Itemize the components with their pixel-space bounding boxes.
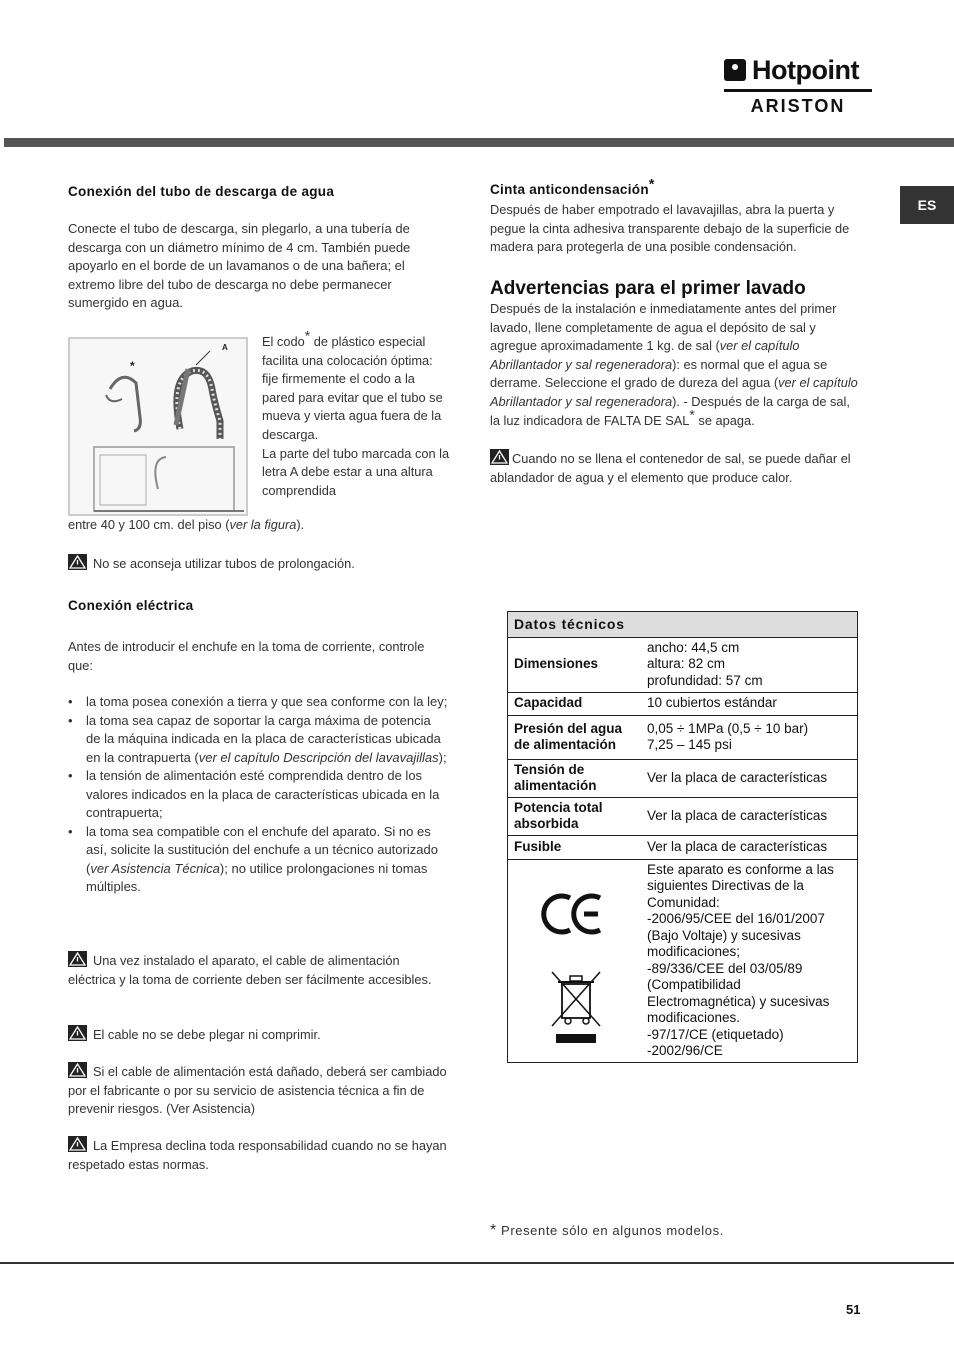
elbow-text-end: entre 40 y 100 cm. del piso (ver la figura). xyxy=(68,517,305,532)
brand-name: Hotpoint xyxy=(752,55,859,85)
warning-icon xyxy=(68,1136,87,1152)
directives-text: Este aparato es conforme a las siguientes Directivas de la Comunidad: -2006/95/CEE del 16/01/2007 (Bajo Voltaje) y sucesivas modificaciones; -89/336/CEE del 03/05/89 (Compatibilidad Electromagnética) y sucesivas modificaciones. -97/17/CE (etiquetado) -2002/96/CE xyxy=(641,859,858,1062)
warning-accessible: Una vez instalado el aparato, el cable de alimentación eléctrica y la toma de corriente deben ser fácilmente accesibles. xyxy=(68,953,432,987)
warning-salt: Cuando no se llena el contenedor de sal, se puede dañar el ablandador de agua y el elemento que produce calor. xyxy=(490,451,851,485)
table-row: Presión del agua de alimentación 0,05 ÷ 1MPa (0,5 ÷ 10 bar) 7,25 – 145 psi xyxy=(508,715,858,759)
footnote: * Presente sólo en algunos modelos. xyxy=(490,1222,724,1239)
warning-damaged-cable: Si el cable de alimentación está dañado, deberá ser cambiado por el fabricante o por su servicio de asistencia técnica a fin de prevenir riesgos. (Ver Asistencia) xyxy=(68,1064,447,1117)
warning-extension: No se aconseja utilizar tubos de prolongación. xyxy=(68,554,448,574)
drain-text: Conecte el tubo de descarga, sin plegarlo, a una tubería de descarga con un diámetro mínimo de 4 cm. También puede apoyarlo en el borde de un lavamanos o de una bañera; el extremo libre del tubo de descarga no debe permanecer sumergido en agua. xyxy=(68,221,411,310)
electrical-intro: Antes de introducir el enchufe en la toma de corriente, controle que: xyxy=(68,639,425,673)
ce-weee-marks xyxy=(540,868,610,1048)
warning-icon xyxy=(68,951,87,967)
electrical-title: Conexión eléctrica xyxy=(68,598,194,613)
ce-mark-icon xyxy=(543,896,599,932)
table-row: Tensión de alimentación Ver la placa de características xyxy=(508,759,858,797)
table-row: Dimensiones ancho: 44,5 cm altura: 82 cm profundidad: 57 cm xyxy=(508,637,858,692)
drain-hose-figure xyxy=(68,337,248,516)
elbow-text-block: El codo* de plástico especial facilita una colocación óptima: fije firmemente el codo a la pared para evitar que el tubo se mueva y vierta agua fuera de la descarga. La parte del tubo marcada con la letra A debe estar a una altura comprendida xyxy=(262,327,450,498)
table-row: Potencia total absorbida Ver la placa de características xyxy=(508,797,858,835)
list-item: • la tensión de alimentación esté comprendida dentro de los valores indicados en la placa de características ubicada en la contrapuerta; xyxy=(68,767,448,823)
table-row xyxy=(508,859,858,1062)
page-number: 51 xyxy=(846,1302,861,1317)
logo-square-icon xyxy=(724,59,746,81)
figure-star: * xyxy=(130,359,135,373)
first-wash-title: Advertencias para el primer lavado xyxy=(490,278,806,299)
footer-divider xyxy=(0,1262,954,1264)
cinta-text: Después de haber empotrado el lavavajillas, abra la puerta y pegue la cinta adhesiva transparente debajo de la superficie de madera para protegerla de una posible condensación. xyxy=(490,202,850,255)
brand-logo xyxy=(724,54,872,116)
header-divider xyxy=(4,138,954,147)
table-row: Capacidad 10 cubiertos estándar xyxy=(508,692,858,715)
first-wash-text: Después de la instalación e inmediatamente antes del primer lavado, llene completamente de agua el depósito de sal y agregue aproximadamente 1 kg. de sal (ver el capítulo Abrillantador y sal regeneradora): es normal que el agua se derrame. Seleccione el grado de dureza del agua (ver el capítulo Abrillantador y sal regeneradora). - Después de la carga de sal, la luz indicadora de FALTA DE SAL* se apaga. xyxy=(490,301,858,428)
warning-icon xyxy=(68,1025,87,1041)
cinta-title: Cinta anticondensación* xyxy=(490,175,655,197)
list-item: • la toma sea capaz de soportar la carga máxima de potencia de la máquina indicada en la placa de características ubicada en la contrapuerta (ver el capítulo Descripción del lavavajillas); xyxy=(68,712,448,768)
table-header: Datos técnicos xyxy=(508,612,858,638)
list-item: • la toma posea conexión a tierra y que sea conforme con la ley; xyxy=(68,693,448,712)
figure-label-a: A xyxy=(222,343,228,352)
technical-data-table xyxy=(507,611,858,1063)
list-item: • la toma sea compatible con el enchufe del aparato. Si no es así, solicite la sustitución del enchufe a un técnico autorizado (ver Asistencia Técnica); no utilice prolongaciones ni tomas múltiples. xyxy=(68,823,448,897)
table-row: Fusible Ver la placa de características xyxy=(508,835,858,859)
warning-icon xyxy=(68,1062,87,1078)
warning-bend: El cable no se debe plegar ni comprimir. xyxy=(68,1025,448,1045)
brand-sub: ARISTON xyxy=(750,96,846,116)
language-tab: ES xyxy=(900,186,954,224)
weee-bin-icon xyxy=(552,972,600,1043)
warning-icon xyxy=(68,554,87,570)
drain-title: Conexión del tubo de descarga de agua xyxy=(68,184,335,199)
warning-responsibility: La Empresa declina toda responsabilidad cuando no se hayan respetado estas normas. xyxy=(68,1138,447,1172)
electrical-checklist xyxy=(68,693,448,897)
warning-icon xyxy=(490,449,509,465)
